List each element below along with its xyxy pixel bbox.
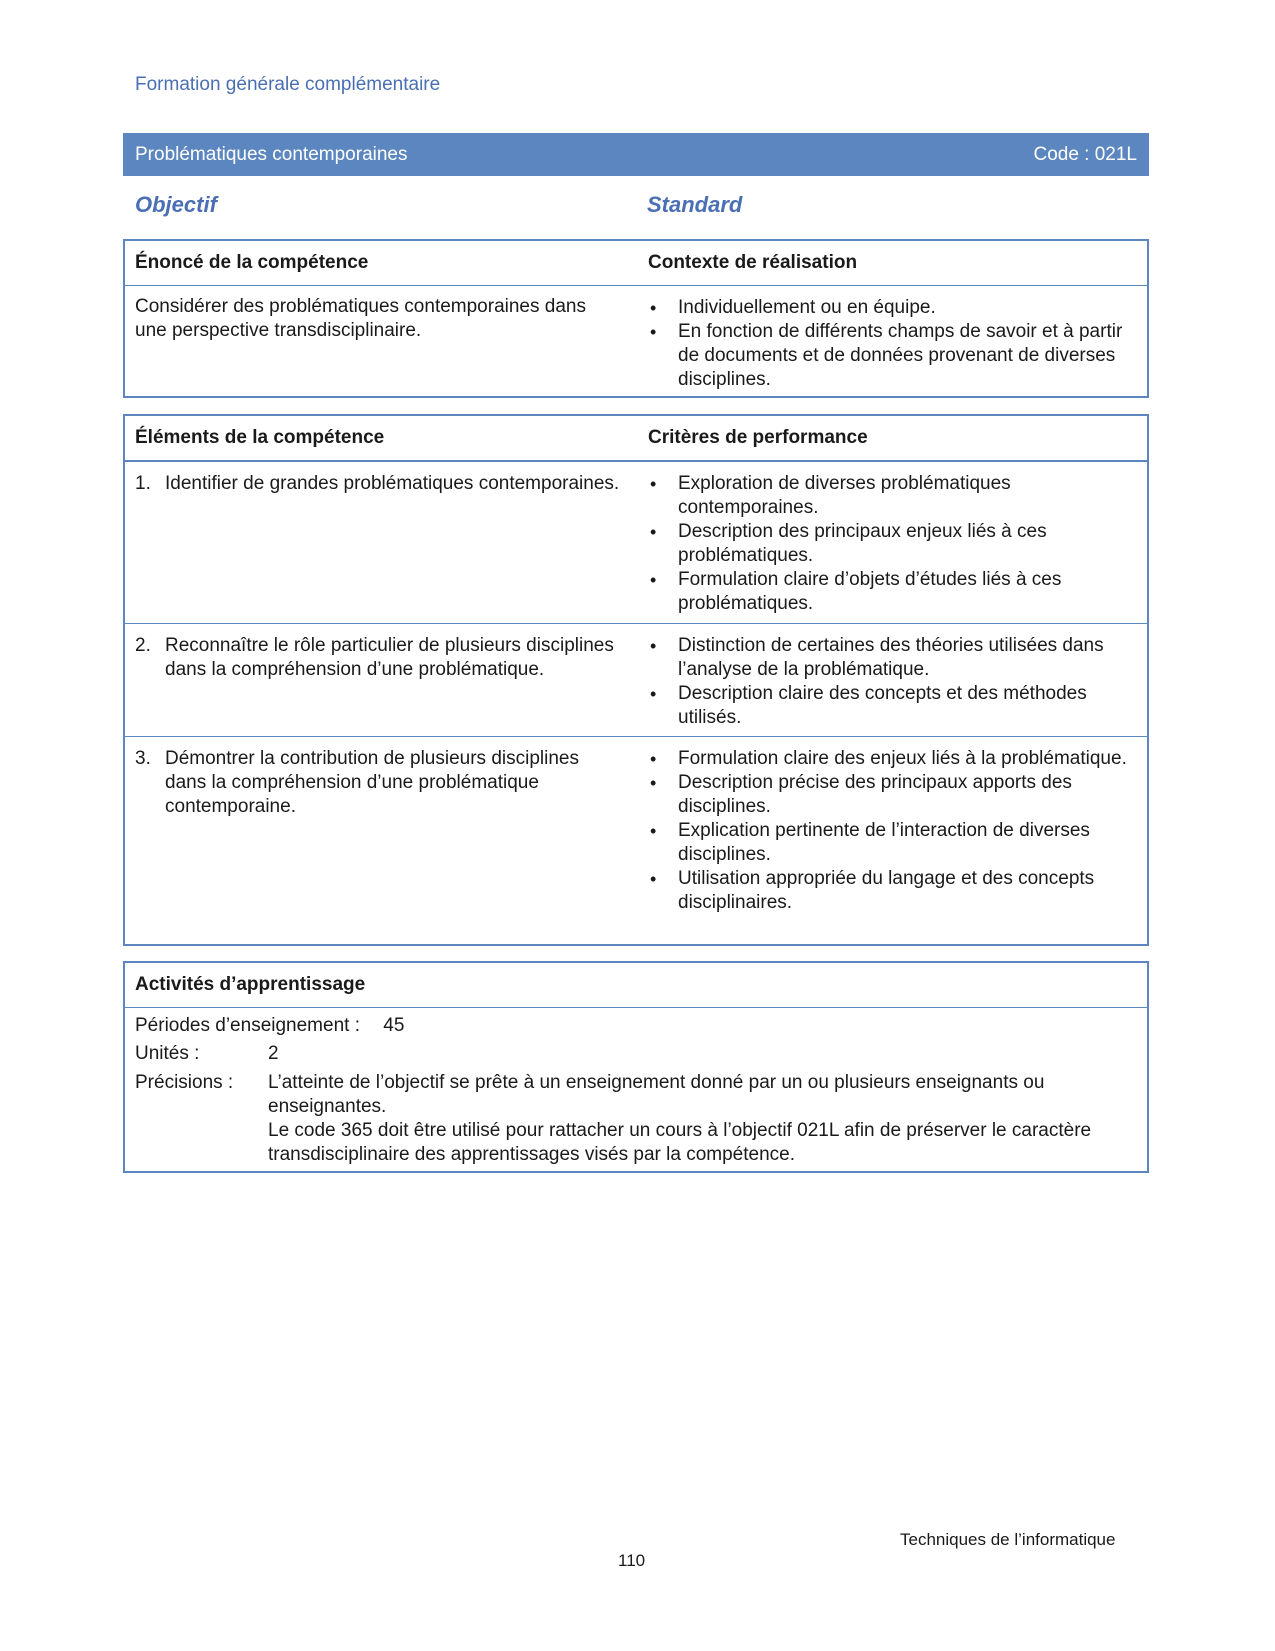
context-heading: Contexte de réalisation bbox=[648, 252, 858, 273]
standard-label: Standard bbox=[647, 192, 743, 217]
criterion-item: Formulation claire d’objets d’études liés à ces problématiques. bbox=[678, 569, 1062, 614]
element-label: 3. Démontrer la contribution de plusieurs disciplines dans la compréhension d’une problématique contemporaine. bbox=[135, 748, 579, 817]
competence-box bbox=[123, 239, 1149, 398]
precisions-label: Précisions : bbox=[135, 1072, 234, 1093]
footer-program: Techniques de l’informatique bbox=[900, 1530, 1116, 1549]
periods-value: 45 bbox=[383, 1015, 405, 1036]
course-title-bar bbox=[123, 133, 1149, 176]
criterion-item: Utilisation appropriée du langage et des concepts disciplinaires. bbox=[678, 868, 1095, 913]
precision-item: Le code 365 doit être utilisé pour rattacher un cours à l’objectif 021L afin de préserver le caractère transdisciplinaire des apprentissages visés par la compétence. bbox=[268, 1120, 1092, 1165]
course-title: Problématiques contemporaines bbox=[135, 143, 408, 165]
precisions bbox=[135, 1071, 1135, 1167]
criterion-item: Description précise des principaux apports des disciplines. bbox=[678, 772, 1072, 817]
context-item: En fonction de différents champs de savoir et à partir de documents et de données provenant de diverses disciplines. bbox=[678, 321, 1123, 390]
criteria-heading: Critères de performance bbox=[648, 427, 868, 448]
element-label: 1. Identifier de grandes problématiques contemporaines. bbox=[135, 473, 620, 494]
competence-box-header bbox=[125, 241, 1147, 286]
criterion-item: Explication pertinente de l’interaction de diverses disciplines. bbox=[678, 820, 1090, 865]
page-header: Formation générale complémentaire bbox=[135, 74, 441, 95]
criteria-list bbox=[648, 747, 1128, 915]
competence-heading: Énoncé de la compétence bbox=[135, 252, 369, 273]
criteria-list bbox=[648, 472, 1128, 616]
context-item: Individuellement ou en équipe. bbox=[678, 297, 936, 318]
units-line bbox=[135, 1042, 279, 1066]
element-row bbox=[125, 736, 1147, 947]
criterion-item: Exploration de diverses problématiques contemporaines. bbox=[678, 473, 1011, 518]
elements-heading: Éléments de la compétence bbox=[135, 427, 385, 448]
activities-box-header bbox=[125, 963, 1147, 1008]
element-row bbox=[125, 461, 1147, 623]
objectif-label: Objectif bbox=[135, 192, 217, 217]
periods-line bbox=[135, 1014, 404, 1038]
elements-box-header bbox=[125, 416, 1147, 461]
activities-heading: Activités d’apprentissage bbox=[135, 974, 366, 995]
activities-box bbox=[123, 961, 1149, 1173]
criterion-item: Formulation claire des enjeux liés à la problématique. bbox=[678, 748, 1127, 769]
criteria-list bbox=[648, 634, 1128, 730]
criterion-item: Distinction de certaines des théories utilisées dans l’analyse de la problématique. bbox=[678, 635, 1104, 680]
units-value: 2 bbox=[268, 1043, 279, 1064]
competence-statement: Considérer des problématiques contemporaines dans une perspective transdisciplinaire. bbox=[135, 296, 586, 341]
page-number: 110 bbox=[618, 1551, 646, 1570]
criterion-item: Description claire des concepts et des méthodes utilisés. bbox=[678, 683, 1087, 728]
context-list bbox=[648, 296, 1128, 392]
criterion-item: Description des principaux enjeux liés à ces problématiques. bbox=[678, 521, 1047, 566]
precision-item: L’atteinte de l’objectif se prête à un enseignement donné par un ou plusieurs enseignants ou enseignantes. bbox=[268, 1072, 1045, 1117]
element-label: 2. Reconnaître le rôle particulier de plusieurs disciplines dans la compréhension d’une problématique. bbox=[135, 635, 614, 680]
elements-box bbox=[123, 414, 1149, 946]
element-row bbox=[125, 623, 1147, 736]
course-code: Code : 021L bbox=[1033, 143, 1137, 165]
units-label: Unités : bbox=[135, 1043, 200, 1064]
periods-label: Périodes d’enseignement : bbox=[135, 1015, 360, 1036]
section-labels bbox=[0, 192, 1275, 222]
